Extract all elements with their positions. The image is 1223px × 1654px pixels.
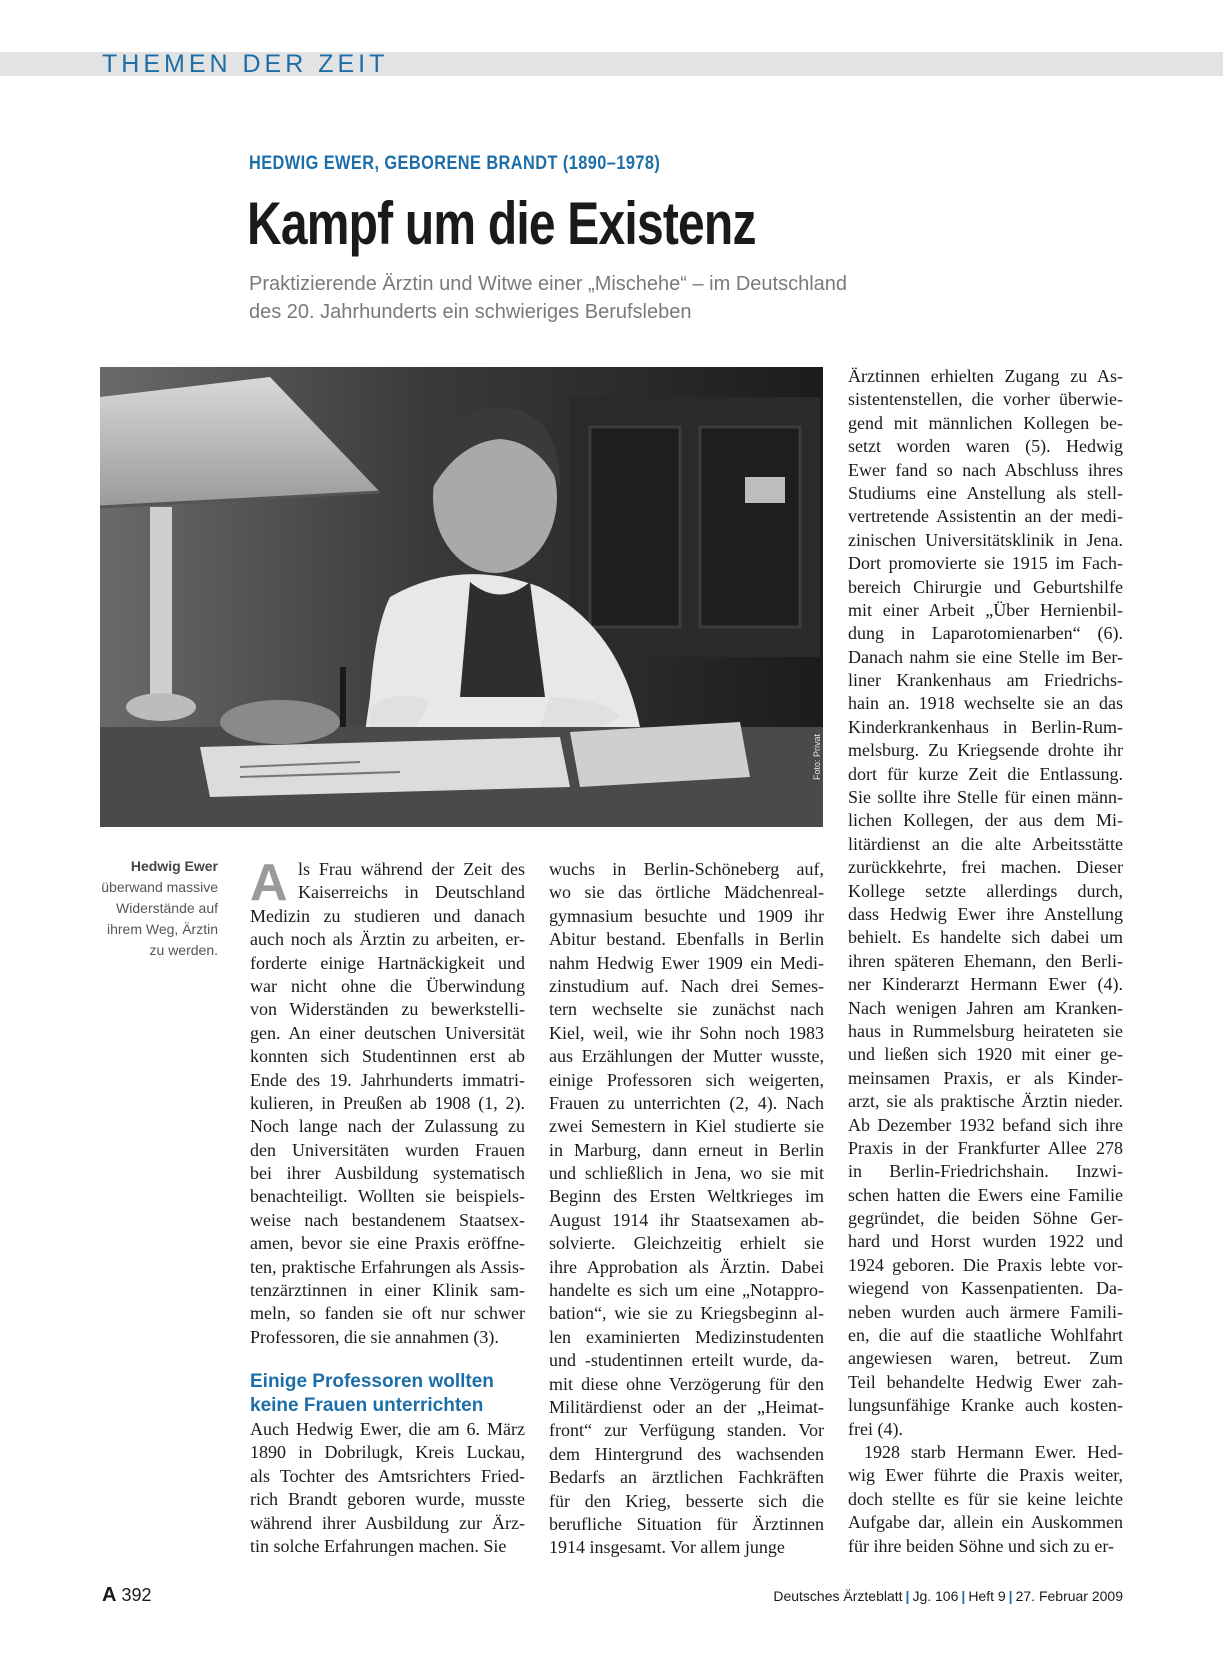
text-line: war nicht ohne die Überwindung	[250, 975, 525, 996]
text-line: Teil behandelte Hedwig Ewer zah-	[848, 1371, 1123, 1392]
text-line: in Berlin-Friedrichshain. Inzwi-	[848, 1161, 1123, 1182]
text-line: rich Brandt geboren wurde, musste	[250, 1489, 525, 1510]
journal-footer	[773, 1588, 1123, 1604]
text-line: Abitur bestand. Ebenfalls in Berlin	[549, 929, 824, 950]
text-line: dass Hedwig Ewer ihre Anstellung	[848, 903, 1123, 924]
text-line: solvierte. Gleichzeitig erhielt sie	[549, 1233, 824, 1254]
text-line: Auch Hedwig Ewer, die am 6. März	[250, 1419, 525, 1439]
caption-line: überwand massive	[101, 879, 218, 895]
subhead-line: Einige Professoren wollten	[250, 1371, 494, 1392]
text-line: wuchs in Berlin-Schöneberg auf,	[549, 859, 824, 879]
footer-separator: |	[961, 1588, 966, 1604]
text-line: schen hatten die Ewers eine Familie	[848, 1184, 1123, 1205]
text-line: meinsamen Praxis, er als Kinder-	[848, 1067, 1123, 1088]
text-line: zinstudium auf. Nach drei Semes-	[549, 975, 824, 996]
caption-line: zu werden.	[149, 942, 218, 958]
text-line: behielt. Es handelte sich dabei um	[848, 927, 1123, 948]
text-line: von Widerständen zu bewerkstelli-	[250, 999, 525, 1020]
journal-volume: Jg. 106	[912, 1588, 959, 1604]
text-line: dem Hintergrund des wachsenden	[549, 1443, 824, 1464]
body-column-1	[250, 854, 525, 1349]
text-line: und schließlich in Jena, wo sie mit	[549, 1163, 824, 1184]
text-line: amen, bevor sie eine Praxis eröffne-	[250, 1233, 525, 1254]
text-line: auch noch als Ärztin zu arbeiten, er-	[250, 929, 525, 950]
journal-date: 27. Februar 2009	[1015, 1588, 1123, 1604]
text-line: ten, praktische Erfahrungen als Assis-	[250, 1256, 525, 1277]
text-line: bation“, wie sie zu Kriegsbeginn al-	[549, 1303, 824, 1324]
text-line: gegründet, die beiden Söhne Ger-	[848, 1208, 1123, 1229]
text-line: tern wechselte sie zunächst nach	[549, 999, 824, 1020]
text-line: gend mit männlichen Kollegen be-	[848, 412, 1123, 433]
text-line: ihre Approbation als Ärztin. Dabei	[549, 1256, 824, 1277]
footer-separator: |	[905, 1588, 910, 1604]
text-line: Dort promovierte sie 1915 im Fach-	[848, 553, 1123, 574]
text-line: Kaiserreichs in Deutschland	[298, 882, 525, 903]
text-line: liner Krankenhaus am Friedrichs-	[848, 670, 1123, 691]
text-line: Ärztinnen erhielten Zugang zu As-	[848, 366, 1123, 386]
text-line: mit diese ohne Verzögerung für den	[549, 1373, 824, 1394]
text-line: bei ihrer Ausbildung systematisch	[250, 1163, 525, 1184]
text-line: weise nach bestandenem Staatsex-	[250, 1209, 525, 1230]
text-line: ls Frau während der Zeit des	[298, 859, 525, 879]
text-line: Studiums eine Anstellung als stell-	[848, 482, 1123, 503]
text-line: front“ zur Verfügung standen. Vor	[549, 1420, 824, 1441]
text-line: 1928 starb Hermann Ewer. Hed-	[864, 1441, 1123, 1462]
text-line: wiegend von Kassenpatienten. Da-	[848, 1278, 1123, 1299]
text-line: 1914 insgesamt. Vor allem junge	[549, 1537, 785, 1558]
text-line: meln, so fanden sie oft nur schwer	[250, 1303, 525, 1324]
text-line: frei (4).	[848, 1418, 903, 1439]
text-line: hain an. 1918 wechselte sie an das	[848, 693, 1123, 714]
text-line: konnten sich Studentinnen erst ab	[250, 1046, 525, 1067]
text-line: und ließen sich 1920 mit einer ge-	[848, 1044, 1123, 1065]
article-headline: Kampf um die Existenz	[247, 190, 756, 257]
text-line: doch stellte es für sie keine leichte	[848, 1488, 1123, 1509]
text-line: arzt, sie als praktische Ärztin nieder.	[848, 1091, 1123, 1112]
text-line: Ende des 19. Jahrhunderts immatri-	[250, 1069, 525, 1090]
text-line: vertretende Assistentin an der medi-	[848, 506, 1123, 527]
page-prefix: A	[102, 1584, 117, 1606]
text-line: haus in Rummelsburg heirateten sie	[848, 1020, 1123, 1041]
text-line: hard und Horst wurden 1922 und	[848, 1231, 1123, 1252]
portrait-photo	[100, 367, 823, 827]
text-line: zurückkehrte, frei machen. Dieser	[848, 857, 1123, 878]
body-column-1-continued	[250, 1418, 525, 1558]
text-line: Militärdienst oder an der „Heimat-	[549, 1396, 824, 1417]
text-line: lungsunfähige Kranke auch kosten-	[848, 1395, 1123, 1416]
text-line: Kinderkrankenhaus in Berlin-Rum-	[848, 716, 1123, 737]
text-line: sistentenstellen, die vorher überwie-	[848, 389, 1123, 410]
text-line: berufliche Situation für Ärztinnen	[549, 1513, 824, 1534]
text-line: bereich Chirurgie und Geburtshilfe	[848, 576, 1123, 597]
text-line: litärdienst an die alte Arbeitsstätte	[848, 833, 1123, 854]
text-line: wig Ewer führte die Praxis weiter,	[848, 1465, 1123, 1486]
text-line: kulieren, in Preußen ab 1908 (1, 2).	[250, 1092, 525, 1113]
article-deck	[249, 270, 969, 326]
text-line: ihren späteren Ehemann, den Berli-	[848, 950, 1123, 971]
text-line: dort für kurze Zeit die Entlassung.	[848, 763, 1123, 784]
text-line: tenzärztinnen in einer Klinik sam-	[250, 1280, 525, 1301]
section-label: THEMEN DER ZEIT	[102, 50, 389, 78]
photo-credit: Foto: Privat	[812, 733, 822, 780]
text-line: wo sie das örtliche Mädchenreal-	[549, 882, 824, 903]
text-line: lichen Kollegen, der aus dem Mi-	[848, 810, 1123, 831]
text-line: gen. An einer deutschen Universität	[250, 1022, 525, 1043]
text-line: melsburg. Zu Kriegsende drohte ihr	[848, 740, 1123, 761]
deck-line: des 20. Jahrhunderts ein schwieriges Berufsleben	[249, 301, 692, 323]
text-line: Praxis in der Frankfurter Allee 278	[848, 1137, 1123, 1158]
text-line: Nach wenigen Jahren am Kranken-	[848, 997, 1123, 1018]
deck-line: Praktizierende Ärztin und Witwe einer „Mischehe“ – im Deutschland	[249, 273, 848, 295]
text-line: tin solche Erfahrungen machen. Sie	[250, 1535, 507, 1556]
text-line: Danach nahm sie eine Stelle im Ber-	[848, 646, 1123, 667]
text-line: Noch lange nach der Zulassung zu	[250, 1116, 525, 1137]
body-column-2	[549, 858, 824, 1560]
text-line: nahm Hedwig Ewer 1909 ein Medi-	[549, 952, 824, 973]
text-line: en, die auf die staatliche Wohlfahrt	[848, 1325, 1123, 1346]
subhead-line: keine Frauen unterrichten	[250, 1395, 484, 1416]
footer-separator: |	[1008, 1588, 1013, 1604]
text-line: Beginn des Ersten Weltkrieges im	[549, 1186, 824, 1207]
text-line: dung in Laparotomienarben“ (6).	[848, 623, 1123, 644]
text-line: Frauen zu unterrichten (2, 4). Nach	[549, 1092, 824, 1113]
page-number	[102, 1584, 152, 1607]
text-line: für ihre beiden Söhne und sich zu er-	[848, 1535, 1115, 1556]
text-line: Ewer fand so nach Abschluss ihres	[848, 459, 1123, 480]
text-line: angewiesen waren, betreut. Zum	[848, 1348, 1123, 1369]
text-line: für den Krieg, besserte sich die	[549, 1490, 824, 1511]
text-line: ner Kinderarzt Hermann Ewer (4).	[848, 974, 1123, 995]
journal-name: Deutsches Ärzteblatt	[773, 1588, 903, 1604]
body-column-3	[848, 365, 1123, 1558]
text-line: in Marburg, dann erneut in Berlin	[549, 1139, 824, 1160]
text-line: Kiel, weil, wie ihr Sohn noch 1983	[549, 1022, 824, 1043]
caption-name: Hedwig Ewer	[130, 858, 218, 874]
text-line: den Universitäten wurden Frauen	[250, 1139, 525, 1160]
page-number-value: 392	[121, 1585, 152, 1605]
text-line: len examinierten Medizinstudenten	[549, 1326, 824, 1347]
text-line: setzt worden waren (5). Hedwig	[848, 436, 1123, 457]
caption-line: ihrem Weg, Ärztin	[107, 921, 218, 937]
text-line: Kollege setzte allerdings durch,	[848, 880, 1123, 901]
drop-cap: A	[250, 854, 288, 912]
photo-caption	[100, 856, 218, 961]
article-kicker: HEDWIG EWER, GEBORENE BRANDT (1890–1978)	[249, 153, 661, 174]
text-line: handelte es sich um eine „Notappro-	[549, 1280, 824, 1301]
journal-issue: Heft 9	[968, 1588, 1006, 1604]
text-line: während ihrer Ausbildung zur Ärz-	[250, 1512, 525, 1533]
text-line: August 1914 ihr Staatsexamen ab-	[549, 1209, 824, 1230]
text-line: Medizin zu studieren und danach	[250, 905, 525, 926]
text-line: 1890 in Dobrilugk, Kreis Luckau,	[250, 1442, 525, 1463]
text-line: Bedarfs an ärztlichen Fachkräften	[549, 1467, 824, 1488]
text-line: forderte einige Hartnäckigkeit und	[250, 952, 525, 973]
caption-line: Widerstände auf	[116, 900, 218, 916]
text-line: benachteiligt. Wollten sie beispiels-	[250, 1186, 525, 1207]
text-line: gymnasium besuchte und 1909 ihr	[549, 905, 824, 926]
text-line: aus Erzählungen der Mutter wusste,	[549, 1046, 824, 1067]
text-line: neben wurden auch ärmere Famili-	[848, 1301, 1123, 1322]
text-line: Professoren, die sie annahmen (3).	[250, 1326, 499, 1347]
text-line: Aufgabe dar, allein ein Auskommen	[848, 1512, 1123, 1533]
portrait-illustration	[100, 367, 823, 827]
text-line: zinischen Universitätsklinik in Jena.	[848, 529, 1123, 550]
text-line: Ab Dezember 1932 befand sich ihre	[848, 1114, 1123, 1135]
text-line: als Tochter des Amtsrichters Fried-	[250, 1465, 525, 1486]
text-line: einige Professoren sich weigerten,	[549, 1069, 824, 1090]
text-line: 1924 geboren. Die Praxis lebte vor-	[848, 1254, 1123, 1275]
text-line: zwei Semestern in Kiel studierte sie	[549, 1116, 824, 1137]
text-line: mit einer Arbeit „Über Hernienbil-	[848, 599, 1123, 620]
text-line: und -studentinnen erteilt wurde, da-	[549, 1350, 824, 1371]
text-line: Sie sollte ihre Stelle für einen männ-	[848, 787, 1123, 808]
article-subhead	[250, 1370, 530, 1418]
